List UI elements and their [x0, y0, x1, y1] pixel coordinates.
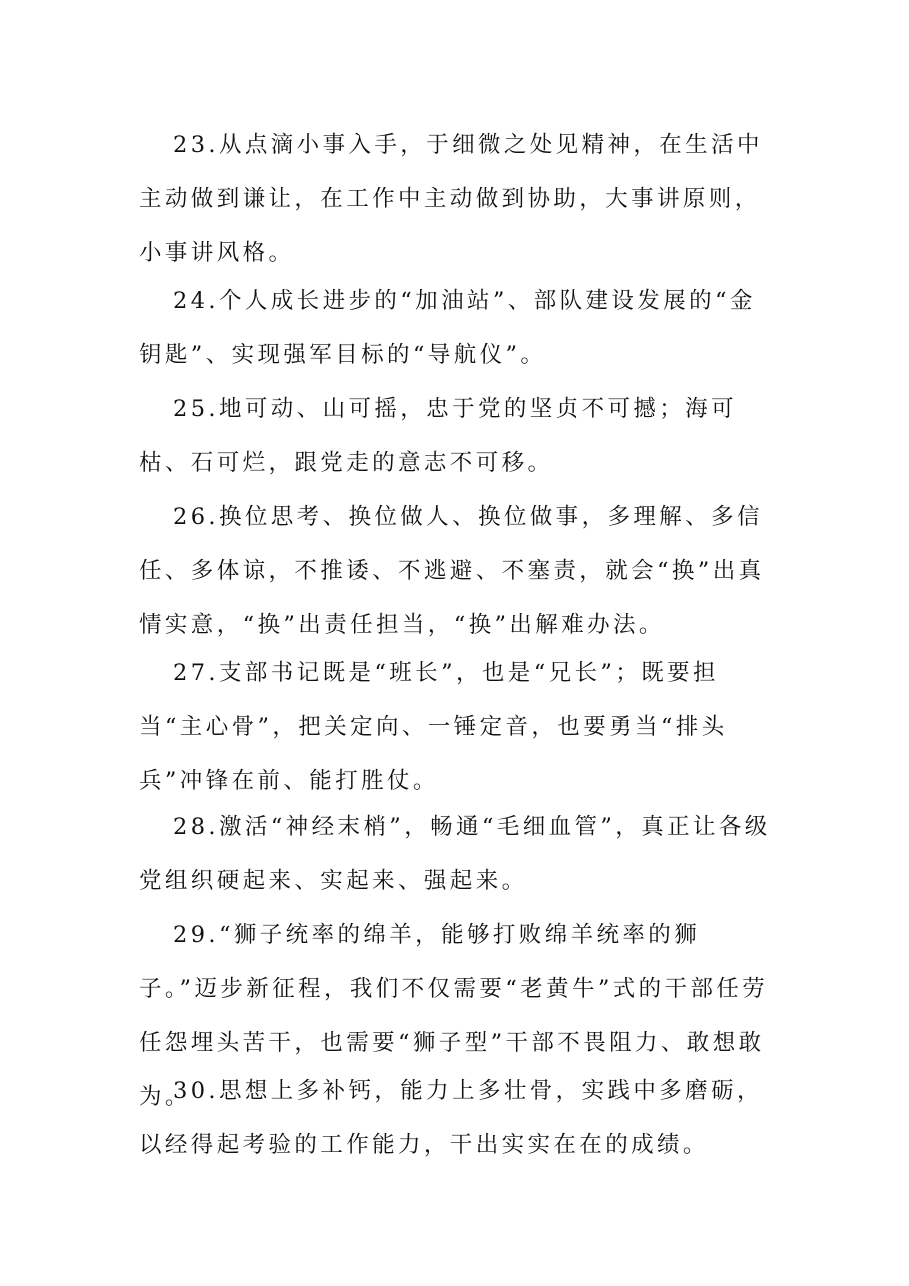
paragraph-text: “狮子统率的绵羊，能够打败绵羊统率的狮子。”迈步新征程，我们不仅需要“老黄牛”式的干部任劳任怨埋头苦干，也需要“狮子型”干部不畏阻力、敢想敢为。 — [139, 922, 769, 1110]
paragraph-number: 28. — [173, 814, 219, 840]
paragraph-text: 地可动、山可摇，忠于党的坚贞不可撼；海可枯、石可烂，跟党走的意志不可移。 — [139, 396, 737, 476]
paragraph-text: 思想上多补钙，能力上多壮骨，实践中多磨砺，以经得起考验的工作能力，干出实实在在的成绩。 — [139, 1078, 763, 1158]
paragraph-23 — [139, 118, 779, 280]
paragraph-number: 23. — [173, 132, 219, 158]
paragraph-text: 从点滴小事入手，于细微之处见精神，在生活中主动做到谦让，在工作中主动做到协助，大事讲原则，小事讲风格。 — [139, 132, 763, 266]
paragraph-26 — [139, 490, 779, 652]
paragraph-number: 26. — [173, 504, 219, 530]
paragraph-text: 换位思考、换位做人、换位做事，多理解、多信任、多体谅，不推诿、不逃避、不塞责，就会“换”出真情实意，“换”出责任担当，“换”出解难办法。 — [139, 504, 765, 638]
paragraph-30 — [139, 1064, 779, 1172]
paragraph-number: 25. — [173, 396, 219, 422]
paragraph-number: 24. — [173, 288, 219, 314]
paragraph-27 — [139, 646, 779, 808]
paragraph-24 — [139, 274, 779, 382]
paragraph-28 — [139, 800, 779, 908]
paragraph-text: 个人成长进步的“加油站”、部队建设发展的“金钥匙”、实现强军目标的“导航仪”。 — [139, 288, 756, 368]
paragraph-number: 27. — [173, 660, 219, 686]
paragraph-number: 29. — [173, 922, 219, 948]
paragraph-text: 激活“神经末梢”，畅通“毛细血管”，真正让各级党组织硬起来、实起来、强起来。 — [139, 814, 771, 894]
paragraph-number: 30. — [173, 1078, 219, 1104]
paragraph-25 — [139, 382, 779, 490]
paragraph-text: 支部书记既是“班长”，也是“兄长”；既要担当“主心骨”，把关定向、一锤定音，也要勇当“排头兵”冲锋在前、能打胜仗。 — [139, 660, 728, 794]
